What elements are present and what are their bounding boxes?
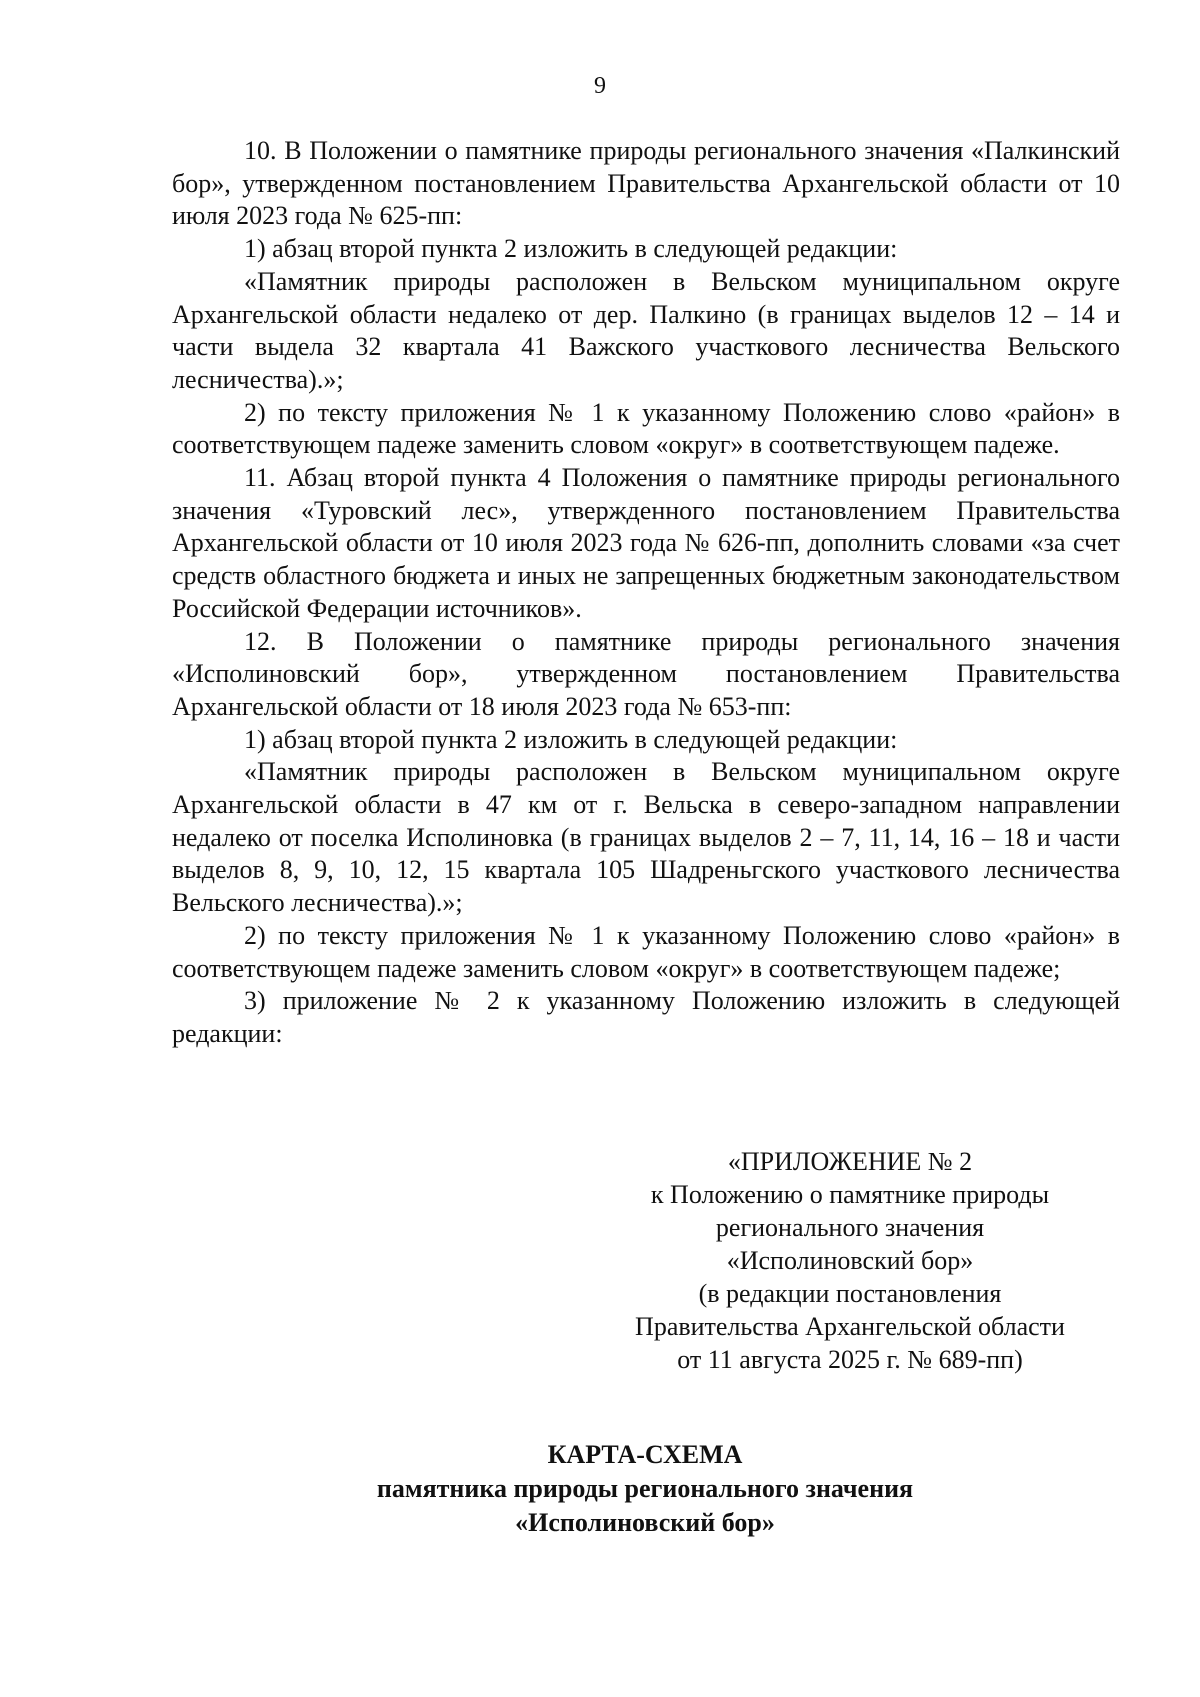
paragraph-12-item-2: 2) по тексту приложения № 1 к указанному Положению слово «район» в соответствующем падеже заменить словом «округ» в соответствующем падеже; [172, 920, 1120, 983]
paragraph-10: 10. В Положении о памятнике природы регионального значения «Палкинский бор», утвержденном постановлением Правительства Архангельской области от 10 июля 2023 года № 625-пп: [172, 136, 1120, 231]
annex-line: Правительства Архангельской области [635, 1312, 1065, 1341]
paragraph-12-item-3: 3) приложение № 2 к указанному Положению изложить в следующей редакции: [172, 986, 1120, 1048]
paragraph-10-quote: «Памятник природы расположен в Вельском муниципальном округе Архангельской области недалеко от дер. Палкино (в границах выделов 12 – 14 и части выдела 32 квартала 41 Важского участкового лесничества Вельского лесничества).»; [172, 266, 1120, 394]
document-body [172, 135, 1120, 1051]
annex-line: от 11 августа 2025 г. № 689-пп) [677, 1345, 1023, 1374]
annex-line: (в редакции постановления [698, 1279, 1002, 1308]
paragraph-10-item-1: 1) абзац второй пункта 2 изложить в следующей редакции: [244, 234, 898, 264]
page-number: 9 [594, 73, 606, 99]
paragraph-11: 11. Абзац второй пункта 4 Положения о памятнике природы регионального значения «Туровский лес», утвержденного постановлением Правительства Архангельской области от 10 июля 2023 года № 626-пп, дополнить словами «за счет средств областного бюджета и иных не запрещенных бюджетным законодательством Российской Федерации источников». [172, 463, 1120, 623]
annex-header [560, 1145, 1140, 1376]
paragraph-12: 12. В Положении о памятнике природы регионального значения «Исполиновский бор», утвержденном постановлением Правительства Архангельской области от 18 июля 2023 года № 653-пп: [172, 626, 1120, 721]
map-scheme-subtitle: памятника природы регионального значения [376, 1474, 914, 1503]
annex-line: «Исполиновский бор» [726, 1246, 974, 1275]
annex-line: регионального значения [715, 1213, 985, 1242]
paragraph-12-item-1: 1) абзац второй пункта 2 изложить в следующей редакции: [244, 724, 898, 754]
map-scheme-title: КАРТА-СХЕМА [547, 1440, 743, 1469]
map-scheme-heading [0, 1438, 1200, 1540]
paragraph-12-quote: «Памятник природы расположен в Вельском муниципальном округе Архангельской области в 47 км от г. Вельска в северо-западном направлении недалеко от поселка Исполиновка (в границах выделов 2 – 7, 11, 14, 16 – 18 и части выделов 8, 9, 10, 12, 15 квартала 105 Шадреньгского участкового лесничества Вельского лесничества).»; [172, 757, 1120, 918]
annex-title: «ПРИЛОЖЕНИЕ № 2 [727, 1147, 973, 1176]
annex-line: к Положению о памятнике природы [650, 1180, 1050, 1209]
paragraph-10-item-2: 2) по тексту приложения № 1 к указанному Положению слово «район» в соответствующем падеже заменить словом «округ» в соответствующем падеже. [172, 397, 1120, 460]
map-scheme-name: «Исполиновский бор» [515, 1508, 775, 1537]
